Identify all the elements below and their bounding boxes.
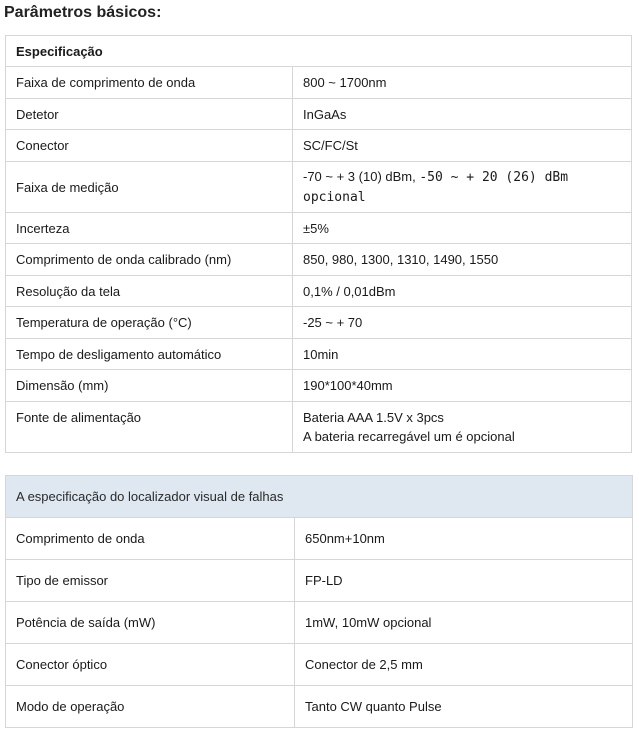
table-row (6, 560, 633, 602)
table-row (6, 402, 632, 453)
table-row (6, 686, 633, 728)
row-label: Dimensão (mm) (6, 370, 293, 402)
table-row (6, 130, 632, 162)
row-label: Incerteza (6, 213, 293, 244)
section-title: Parâmetros básicos: (4, 4, 162, 21)
row-value (293, 162, 632, 213)
row-label: Conector (6, 130, 293, 162)
table-row (6, 602, 633, 644)
basic-spec-table (5, 35, 632, 453)
table-row (6, 244, 632, 276)
vfl-spec-table (5, 475, 633, 728)
row-label: Faixa de comprimento de onda (6, 67, 293, 99)
table-row (6, 99, 632, 130)
value-line1: Bateria AAA 1.5V x 3pcs (303, 410, 444, 425)
row-value: ±5% (293, 213, 632, 244)
value-line2: A bateria recarregável um é opcional (303, 429, 515, 444)
row-label: Modo de operação (6, 686, 295, 728)
row-value (293, 402, 632, 453)
row-value: FP-LD (295, 560, 633, 602)
row-label: Comprimento de onda calibrado (nm) (6, 244, 293, 276)
row-value: SC/FC/St (293, 130, 632, 162)
table-row (6, 339, 632, 370)
table-row (6, 162, 632, 213)
table-header-row (6, 36, 632, 67)
table-header: Especificação (6, 36, 632, 67)
value-part-line2: opcional (303, 190, 366, 205)
table-row (6, 213, 632, 244)
row-value: 800 ~ 1700nm (293, 67, 632, 99)
row-label: Tempo de desligamento automático (6, 339, 293, 370)
row-value: Tanto CW quanto Pulse (295, 686, 633, 728)
table-row (6, 307, 632, 339)
table-row (6, 67, 632, 99)
row-label: Comprimento de onda (6, 518, 295, 560)
table-header: A especificação do localizador visual de falhas (6, 476, 633, 518)
row-value: -25 ~ + 70 (293, 307, 632, 339)
value-part-mono: -50 ~ + 20 (26) dBm (419, 170, 569, 185)
row-label: Potência de saída (mW) (6, 602, 295, 644)
row-value: InGaAs (293, 99, 632, 130)
table-row (6, 276, 632, 307)
row-value: 850, 980, 1300, 1310, 1490, 1550 (293, 244, 632, 276)
table-row (6, 370, 632, 402)
row-label: Faixa de medição (6, 162, 293, 213)
table-header-row (6, 476, 633, 518)
row-label: Fonte de alimentação (6, 402, 293, 453)
row-label: Conector óptico (6, 644, 295, 686)
value-part: -70 ~ + 3 (10) dBm, (303, 169, 420, 184)
table-row (6, 518, 633, 560)
row-value: 0,1% / 0,01dBm (293, 276, 632, 307)
row-label: Temperatura de operação (°C) (6, 307, 293, 339)
row-value: 190*100*40mm (293, 370, 632, 402)
row-label: Detetor (6, 99, 293, 130)
row-value: 650nm+10nm (295, 518, 633, 560)
row-label: Tipo de emissor (6, 560, 295, 602)
table-row (6, 644, 633, 686)
row-value: 1mW, 10mW opcional (295, 602, 633, 644)
row-value: Conector de 2,5 mm (295, 644, 633, 686)
row-label: Resolução da tela (6, 276, 293, 307)
row-value: 10min (293, 339, 632, 370)
